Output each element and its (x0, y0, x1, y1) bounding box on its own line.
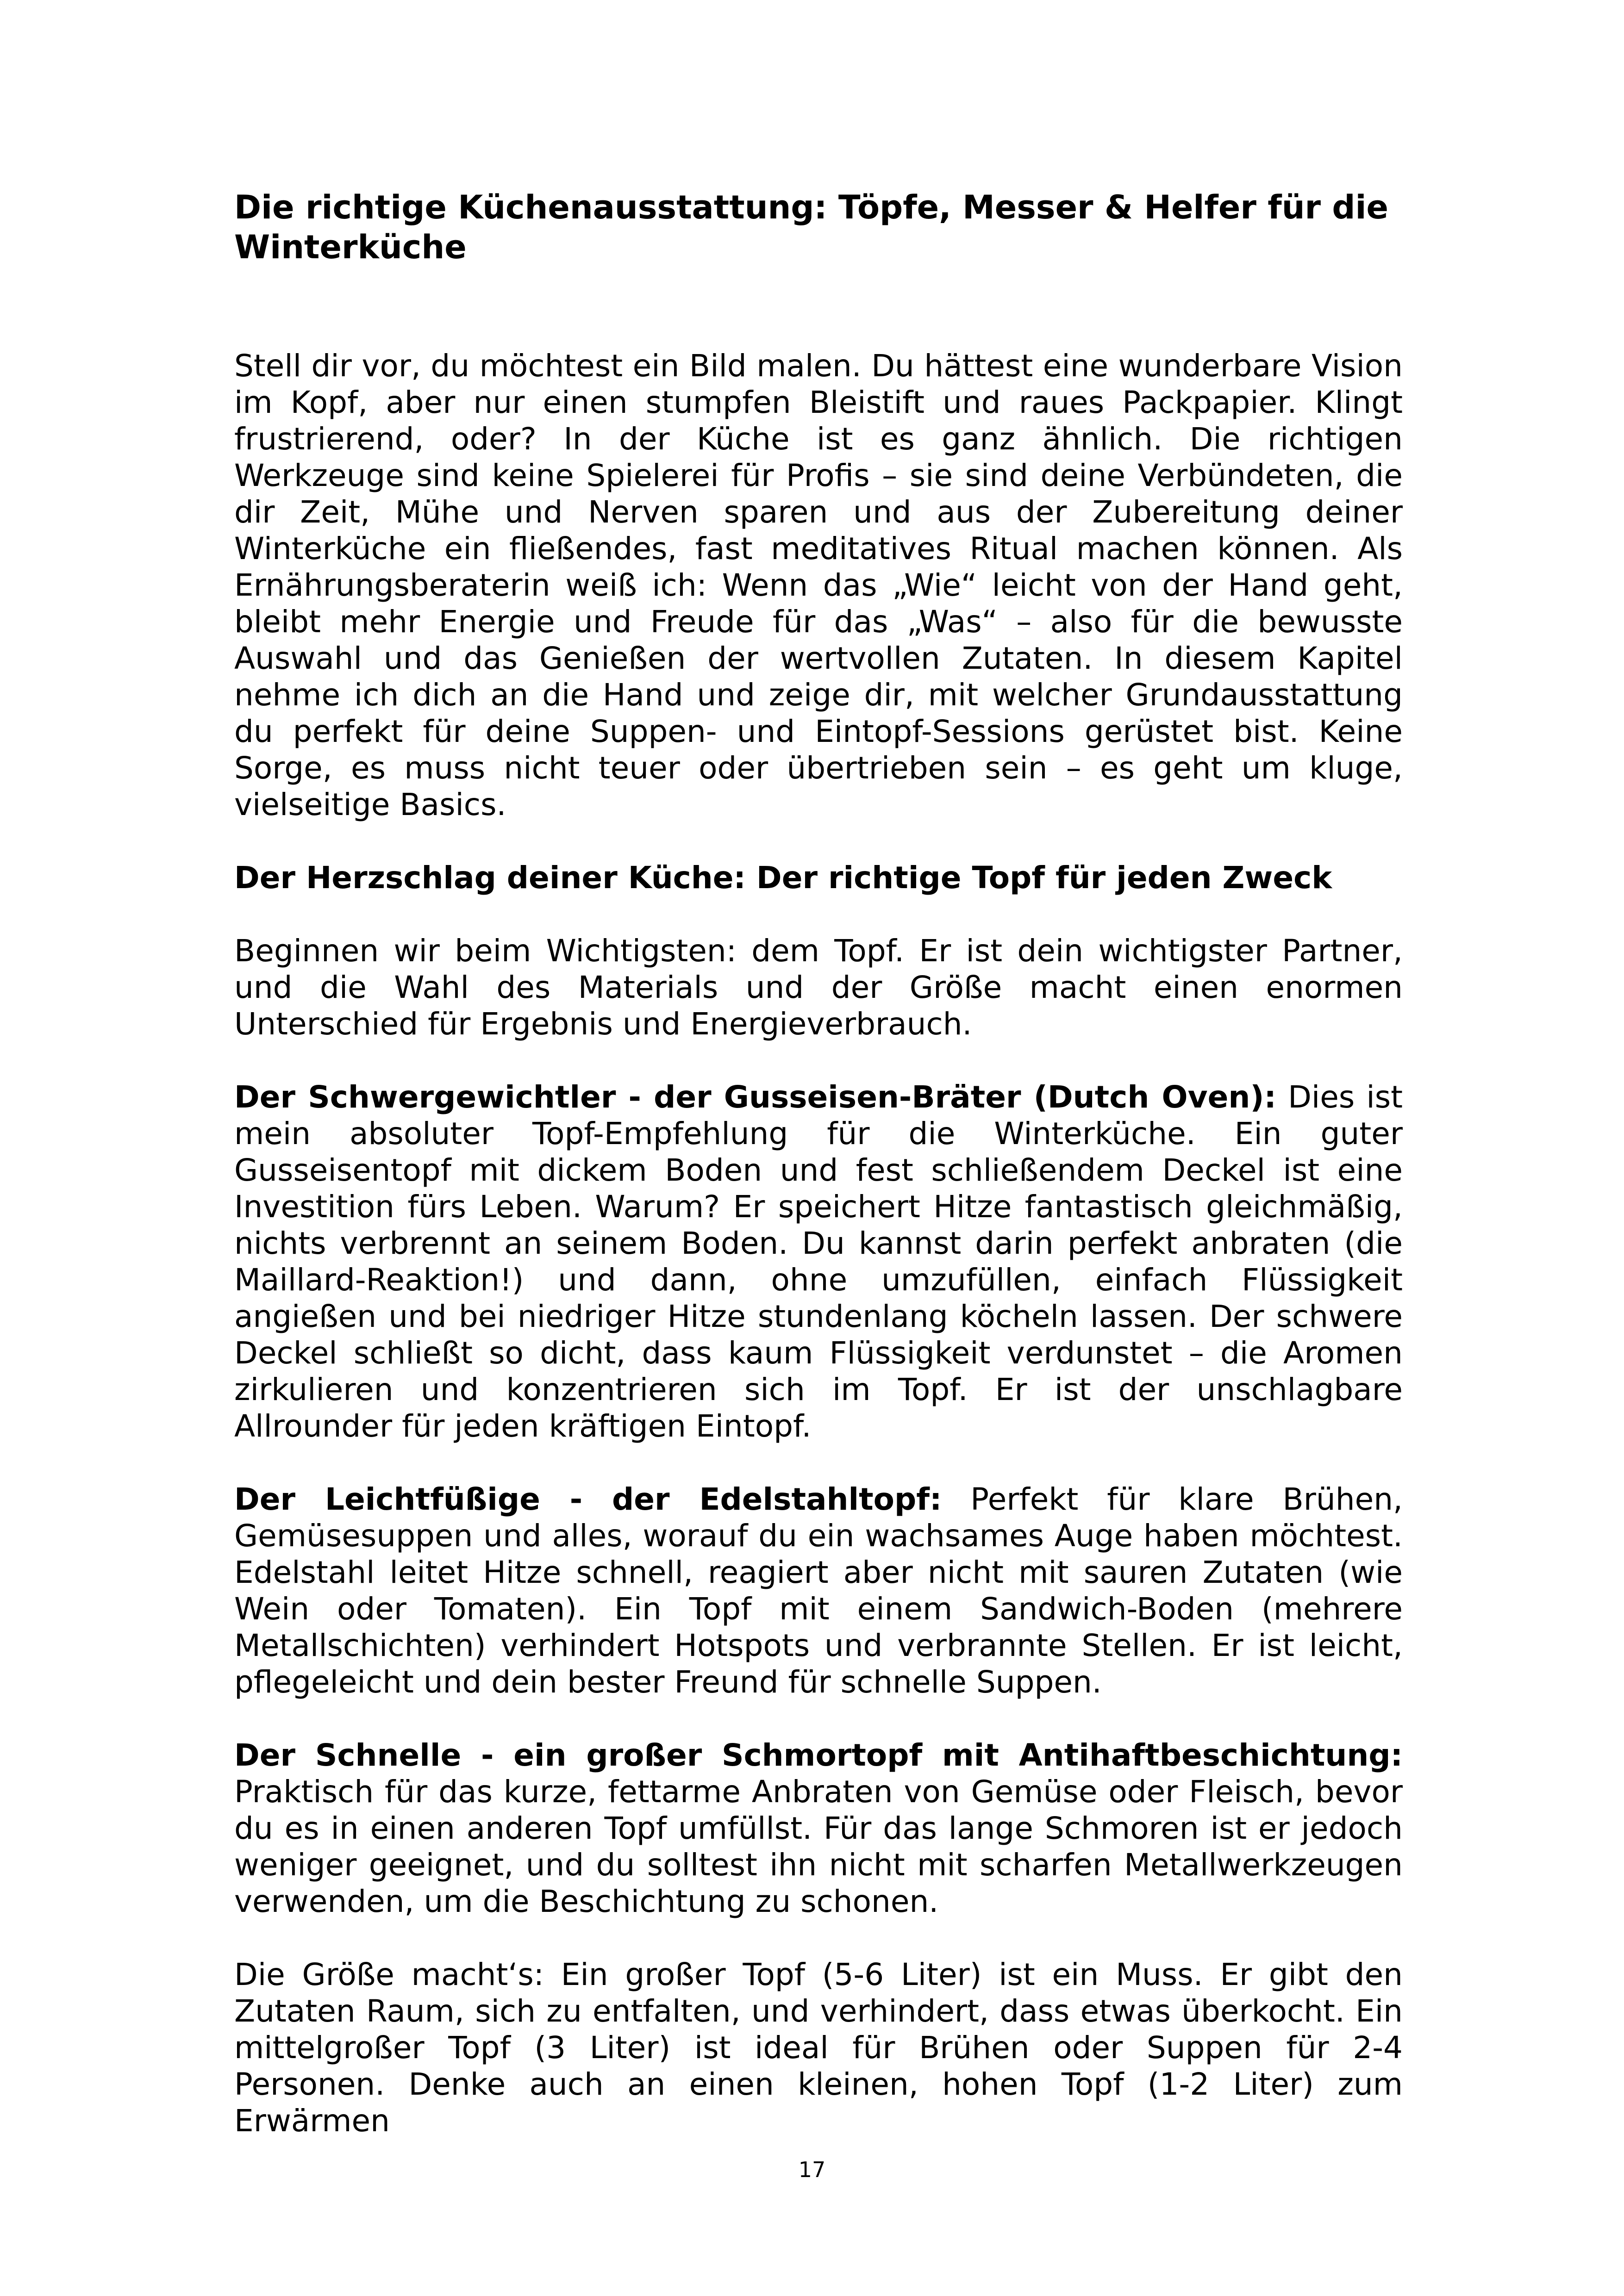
stainless-steel-text: Perfekt für klare Brühen, Gemüsesuppen und alles, worauf du ein wachsames Auge haben möchtest. Edelstahl leitet Hitze schnell, reagiert aber nicht mit sauren Zutaten (wie Wein oder Tomaten). Ein Topf mit einem Sandwich-Boden (mehrere Metallschichten) verhindert Hotspots und verbrannte Stellen. Er ist leicht, pflegeleicht und dein bester Freund für schnelle Suppen. (234, 1481, 1403, 1700)
nonstick-text: Praktisch für das kurze, fettarme Anbraten von Gemüse oder Fleisch, bevor du es in einen anderen Topf umfüllst. Für das lange Schmoren ist er jedoch weniger geeignet, und du solltest ihn nicht mit scharfen Metallwerkzeugen verwenden, um die Beschichtung zu schonen. (234, 1774, 1403, 1919)
nonstick-paragraph (234, 1737, 1403, 1920)
section-intro-paragraph: Beginnen wir beim Wichtigsten: dem Topf. Er ist dein wichtigster Partner, und die Wahl des Materials und der Größe macht einen enormen Unterschied für Ergebnis und Energieverbrauch. (234, 933, 1403, 1042)
cast-iron-lead: Der Schwergewichtler - der Gusseisen-Bräter (Dutch Oven): (234, 1079, 1276, 1115)
nonstick-lead: Der Schnelle - ein großer Schmortopf mit Antihaftbeschichtung: (234, 1737, 1403, 1773)
stainless-steel-paragraph (234, 1481, 1403, 1700)
intro-paragraph: Stell dir vor, du möchtest ein Bild malen. Du hättest eine wunderbare Vision im Kopf, aber nur einen stumpfen Bleistift und raues Packpapier. Klingt frustrierend, oder? In der Küche ist es ganz ähnlich. Die richtigen Werkzeuge sind keine Spielerei für Profis – sie sind deine Verbündeten, die dir Zeit, Mühe und Nerven sparen und aus der Zubereitung deiner Winterküche ein fließendes, fast meditatives Ritual machen können. Als Ernährungsberaterin weiß ich: Wenn das „Wie“ leicht von der Hand geht, bleibt mehr Energie und Freude für das „Was“ – also für die bewusste Auswahl und das Genießen der wertvollen Zutaten. In diesem Kapitel nehme ich dich an die Hand und zeige dir, mit welcher Grundausstattung du perfekt für deine Suppen- und Eintopf-Sessions gerüstet bist. Keine Sorge, es muss nicht teuer oder übertrieben sein – es geht um kluge, vielseitige Basics. (234, 348, 1403, 822)
stainless-steel-lead: Der Leichtfüßige - der Edelstahltopf: (234, 1481, 942, 1517)
page-content (234, 187, 1403, 2176)
chapter-title: Die richtige Küchenausstattung: Töpfe, Messer & Helfer für die Winterküche (234, 188, 1388, 266)
pot-size-paragraph: Die Größe macht‘s: Ein großer Topf (5-6 Liter) ist ein Muss. Er gibt den Zutaten Raum, sich zu entfalten, und verhindert, dass etwas überkocht. Ein mittelgroßer Topf (3 Liter) ist ideal für Brühen oder Suppen für 2-4 Personen. Denke auch an einen kleinen, hohen Topf (1-2 Liter) zum Erwärmen (234, 1957, 1403, 2139)
cast-iron-text: Dies ist mein absoluter Topf-Empfehlung für die Winterküche. Ein guter Gusseisentopf mit dickem Boden und fest schließendem Deckel ist eine Investition fürs Leben. Warum? Er speichert Hitze fantastisch gleichmäßig, nichts verbrennt an seinem Boden. Du kannst darin perfekt anbraten (die Maillard-Reaktion!) und dann, ohne umzufüllen, einfach Flüssigkeit angießen und bei niedriger Hitze stundenlang köcheln lassen. Der schwere Deckel schließt so dicht, dass kaum Flüssigkeit verdunstet – die Aromen zirkulieren und konzentrieren sich im Topf. Er ist der unschlagbare Allrounder für jeden kräftigen Eintopf. (234, 1079, 1403, 1444)
cast-iron-paragraph (234, 1079, 1403, 1444)
section-heading: Der Herzschlag deiner Küche: Der richtige Topf für jeden Zweck (234, 860, 1332, 896)
page-number: 17 (798, 2157, 826, 2182)
